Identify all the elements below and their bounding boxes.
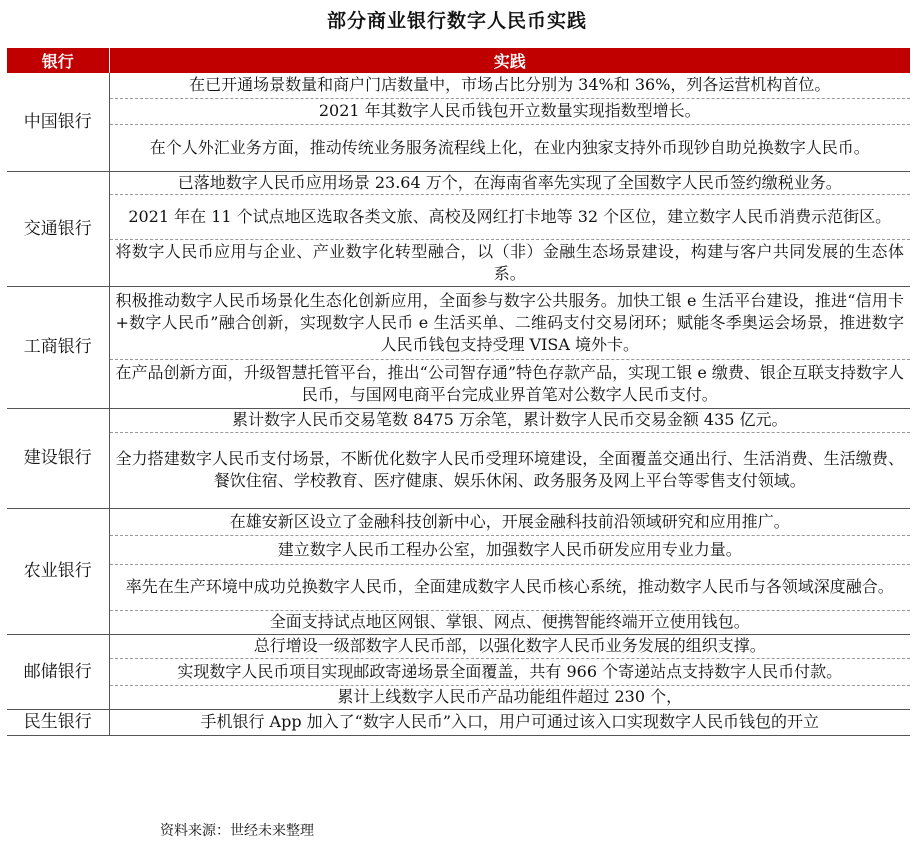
practice-cell: 将数字人民币应用与企业、产业数字化转型融合，以（非）金融生态场景建设，构建与客户共同发展的生态体系。 [109, 239, 910, 286]
practice-cell: 率先在生产环境中成功兑换数字人民币，全面建成数字人民币核心系统，推动数字人民币与各领域深度融合。 [109, 564, 910, 610]
table-row [7, 98, 910, 124]
bank-name-cell: 建设银行 [7, 408, 109, 508]
practice-cell: 在已开通场景数量和商户门店数量中，市场占比分别为 34%和 36%，列各运营机构首位。 [109, 73, 910, 98]
practice-cell: 积极推动数字人民币场景化生态化创新应用，全面参与数字公共服务。加快工银 e 生活平台建设，推进“信用卡+数字人民币”融合创新，实现数字人民币 e 生活买单、二维码支付交易闭环；赋能冬季奥运会场景，推进数字人民币钱包支持受理 VISA 境外卡。 [109, 286, 910, 359]
table-row [7, 658, 910, 685]
practice-cell: 总行增设一级部数字人民币部，以强化数字人民币业务发展的组织支撑。 [109, 634, 910, 658]
practice-cell: 在个人外汇业务方面，推动传统业务服务流程线上化，在业内独家支持外币现钞自助兑换数字人民币。 [109, 124, 910, 171]
bank-name-cell: 邮储银行 [7, 634, 109, 709]
bank-name-cell: 农业银行 [7, 508, 109, 634]
practice-cell: 累计数字人民币交易笔数 8475 万余笔，累计数字人民币交易金额 435 亿元。 [109, 408, 910, 432]
source-note: 资料来源：世经未来整理 [160, 823, 314, 839]
table-row [7, 709, 910, 735]
table-row [7, 564, 910, 610]
bank-name-cell: 交通银行 [7, 171, 109, 286]
table-row [7, 171, 910, 194]
table-row [7, 286, 910, 359]
table-row [7, 73, 910, 98]
table-row [7, 239, 910, 286]
table-row [7, 408, 910, 432]
table-row [7, 685, 910, 709]
table-row [7, 359, 910, 408]
practice-cell: 全面支持试点地区网银、掌银、网点、便携智能终端开立使用钱包。 [109, 610, 910, 634]
bank-practice-table [7, 48, 910, 736]
bank-name-cell: 中国银行 [7, 73, 109, 171]
practice-cell: 在产品创新方面，升级智慧托管平台，推出“公司智存通”特色存款产品，实现工银 e 缴费、银企互联支持数字人民币，与国网电商平台完成业界首笔对公数字人民币支付。 [109, 359, 910, 408]
practice-cell: 手机银行 App 加入了“数字人民币”入口，用户可通过该入口实现数字人民币钱包的开立 [109, 709, 910, 735]
header-bank: 银行 [7, 48, 109, 73]
practice-cell: 2021 年其数字人民币钱包开立数量实现指数型增长。 [109, 98, 910, 124]
table-row [7, 194, 910, 239]
table-row [7, 432, 910, 508]
table-row [7, 634, 910, 658]
table-row [7, 535, 910, 564]
practice-cell: 建立数字人民币工程办公室，加强数字人民币研发应用专业力量。 [109, 535, 910, 564]
bank-name-cell: 民生银行 [7, 709, 109, 735]
table-row [7, 610, 910, 634]
table-row [7, 124, 910, 171]
table-header-row [7, 48, 910, 73]
practice-cell: 2021 年在 11 个试点地区选取各类文旅、高校及网红打卡地等 32 个区位，建立数字人民币消费示范街区。 [109, 194, 910, 239]
table-row [7, 508, 910, 535]
header-practice: 实践 [109, 48, 910, 73]
practice-cell: 已落地数字人民币应用场景 23.64 万个，在海南省率先实现了全国数字人民币签约缴税业务。 [109, 171, 910, 194]
practice-cell: 实现数字人民币项目实现邮政寄递场景全面覆盖，共有 966 个寄递站点支持数字人民币付款。 [109, 658, 910, 685]
practice-cell: 在雄安新区设立了金融科技创新中心，开展金融科技前沿领域研究和应用推广。 [109, 508, 910, 535]
page-title: 部分商业银行数字人民币实践 [326, 10, 587, 32]
practice-cell: 累计上线数字人民币产品功能组件超过 230 个， [109, 685, 910, 709]
bank-name-cell: 工商银行 [7, 286, 109, 408]
practice-cell: 全力搭建数字人民币支付场景，不断优化数字人民币受理环境建设，全面覆盖交通出行、生活消费、生活缴费、餐饮住宿、学校教育、医疗健康、娱乐休闲、政务服务及网上平台等零售支付领域。 [109, 432, 910, 508]
